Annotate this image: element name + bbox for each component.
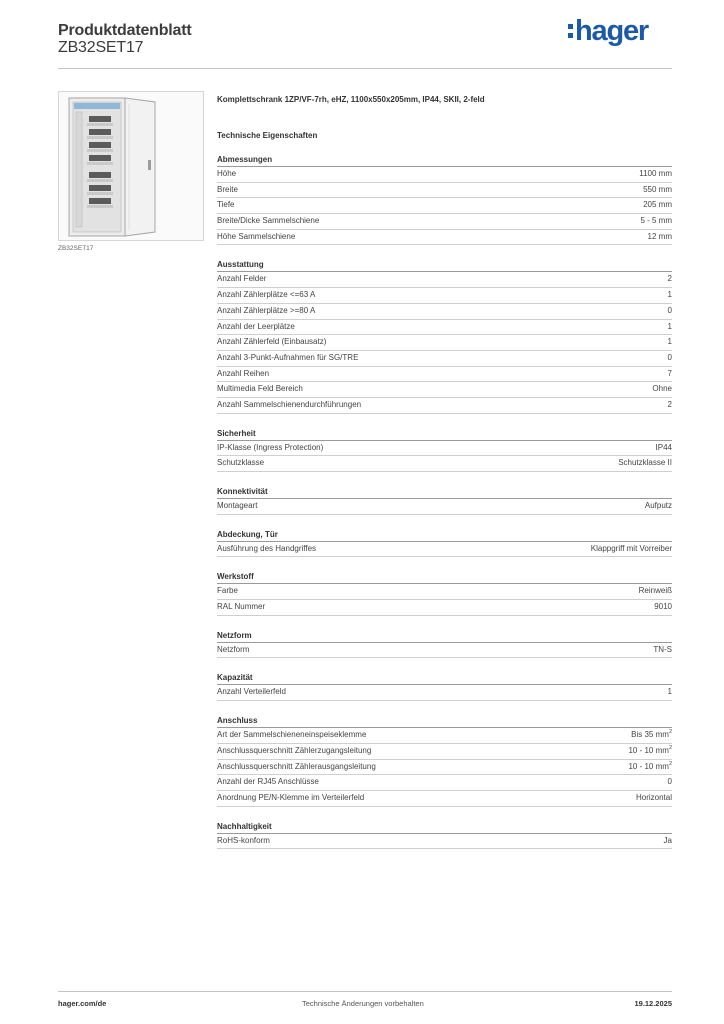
- spec-value-cell: [591, 542, 672, 557]
- spec-label: Breite/Dicke Sammelschiene: [217, 216, 320, 226]
- spec-row: [217, 791, 672, 807]
- spec-value: 10 - 10 mm: [628, 745, 669, 755]
- spec-section: [217, 672, 672, 701]
- main-content: [217, 95, 672, 849]
- spec-section: [217, 715, 672, 806]
- spec-value-cell: [664, 834, 672, 849]
- section-title: Nachhaltigkeit: [217, 821, 672, 834]
- section-title: Werkstoff: [217, 571, 672, 584]
- spec-value: Schutzklasse II: [618, 458, 672, 468]
- footer-date: 19.12.2025: [634, 999, 672, 1008]
- spec-value-cell: [636, 791, 672, 806]
- page-title: Produktdatenblatt: [58, 22, 192, 39]
- spec-label: Multimedia Feld Bereich: [217, 384, 303, 394]
- spec-value: 1: [667, 321, 672, 331]
- spec-value-superscript: 2: [668, 729, 672, 736]
- spec-value-cell: [668, 320, 672, 335]
- spec-value: 1: [667, 337, 672, 347]
- spec-value: 0: [667, 352, 672, 362]
- spec-row: [217, 183, 672, 199]
- spec-row: [217, 214, 672, 230]
- spec-label: Anordnung PE/N-Klemme im Verteilerfeld: [217, 792, 365, 802]
- spec-label: Anzahl der Leerplätze: [217, 321, 295, 331]
- spec-row: [217, 351, 672, 367]
- spec-value: 2: [667, 274, 672, 284]
- footer-divider: [58, 991, 672, 992]
- spec-row: [217, 542, 672, 558]
- spec-value: Aufputz: [644, 501, 672, 510]
- spec-value-cell: [654, 600, 672, 615]
- spec-label: Anzahl der RJ45 Anschlüsse: [217, 777, 319, 787]
- spec-label: Anzahl Zählerfeld (Einbausatz): [217, 337, 327, 347]
- spec-row: [217, 382, 672, 398]
- spec-row: [217, 335, 672, 351]
- spec-value: 1: [667, 687, 672, 697]
- spec-row: [217, 643, 672, 659]
- spec-value: 10 - 10 mm: [628, 761, 669, 771]
- logo-dots: [568, 20, 573, 42]
- spec-label: Anzahl Zählerplätze <=63 A: [217, 290, 316, 300]
- spec-value-cell: [645, 499, 672, 514]
- spec-value: Ohne: [652, 384, 672, 394]
- footer-notice: Technische Änderungen vorbehalten: [302, 999, 424, 1008]
- spec-value-cell: [652, 382, 672, 397]
- spec-row: [217, 584, 672, 600]
- spec-label: Schutzklasse: [217, 458, 265, 468]
- spec-value-cell: [640, 214, 672, 229]
- spec-label: Montageart: [217, 501, 258, 510]
- spec-row: [217, 456, 672, 472]
- spec-label: Ausführung des Handgriffes: [217, 543, 317, 553]
- spec-section: [217, 529, 672, 558]
- spec-row: [217, 499, 672, 515]
- spec-value: 2: [667, 399, 672, 409]
- spec-value: Bis 35 mm: [631, 730, 669, 740]
- spec-section: [217, 571, 672, 615]
- image-caption: ZB32SET17: [58, 245, 94, 252]
- spec-value: Reinweiß: [638, 586, 672, 596]
- section-title: Abmessungen: [217, 154, 672, 167]
- section-title: Ausstattung: [217, 259, 672, 272]
- hager-logo: [568, 15, 648, 47]
- spec-label: Anzahl Reihen: [217, 368, 270, 378]
- spec-row: [217, 167, 672, 183]
- spec-row: [217, 744, 672, 760]
- section-title: Konnektivität: [217, 486, 672, 499]
- spec-label: Höhe: [217, 169, 237, 178]
- spec-value-cell: [628, 760, 672, 775]
- spec-label: Anzahl Sammelschienendurchführungen: [217, 399, 362, 409]
- spec-value: IP44: [655, 442, 672, 452]
- spec-value-cell: [639, 584, 672, 599]
- spec-row: [217, 760, 672, 776]
- spec-label: Anzahl 3-Punkt-Aufnahmen für SG/TRE: [217, 352, 359, 362]
- header-divider: [58, 68, 672, 69]
- spec-value: 1: [667, 290, 672, 300]
- spec-value-cell: [643, 183, 672, 198]
- spec-value-cell: [668, 351, 672, 366]
- spec-row: [217, 441, 672, 457]
- spec-value-cell: [656, 441, 672, 456]
- spec-row: [217, 398, 672, 414]
- spec-value-cell: [668, 272, 672, 287]
- spec-value-cell: [668, 335, 672, 350]
- spec-row: [217, 272, 672, 288]
- spec-row: [217, 728, 672, 744]
- spec-value-cell: [653, 643, 672, 658]
- spec-label: RAL Nummer: [217, 602, 266, 612]
- spec-value-cell: [668, 775, 672, 790]
- spec-value-cell: [643, 198, 672, 213]
- spec-label: IP-Klasse (Ingress Protection): [217, 442, 324, 452]
- product-image: [58, 91, 204, 241]
- section-title: Sicherheit: [217, 428, 672, 441]
- spec-value-cell: [668, 288, 672, 303]
- spec-label: Anzahl Felder: [217, 274, 267, 284]
- spec-row: [217, 367, 672, 383]
- section-title: Anschluss: [217, 715, 672, 728]
- section-title: Abdeckung, Tür: [217, 529, 672, 542]
- spec-value-cell: [639, 167, 672, 182]
- spec-value: 0: [667, 305, 672, 315]
- spec-label: Höhe Sammelschiene: [217, 231, 296, 241]
- spec-label: Tiefe: [217, 200, 235, 210]
- spec-row: [217, 775, 672, 791]
- spec-value: 205 mm: [643, 200, 672, 210]
- spec-value: 7: [667, 368, 672, 378]
- spec-row: [217, 834, 672, 850]
- spec-sections: [217, 154, 672, 849]
- spec-value: 5 - 5 mm: [640, 216, 672, 226]
- section-title: Netzform: [217, 630, 672, 643]
- spec-value: Klappgriff mit Vorreiber: [590, 543, 672, 553]
- spec-value-superscript: 2: [668, 760, 672, 767]
- spec-section: [217, 428, 672, 472]
- logo-text: hager: [575, 14, 648, 47]
- spec-value-cell: [668, 685, 672, 700]
- tech-heading: Technische Eigenschaften: [217, 131, 318, 140]
- spec-value: 9010: [654, 602, 672, 612]
- spec-value: Horizontal: [635, 792, 672, 802]
- spec-label: Anzahl Zählerplätze >=80 A: [217, 305, 316, 315]
- spec-row: [217, 288, 672, 304]
- spec-label: RoHS-konform: [217, 835, 270, 845]
- spec-label: Anschlussquerschnitt Zählerausgangsleitung: [217, 761, 376, 771]
- spec-value: 550 mm: [643, 184, 672, 194]
- spec-section: [217, 259, 672, 413]
- product-title: Komplettschrank 1ZP/VF-7rh, eHZ, 1100x550x205mm, IP44, SKII, 2-feld: [217, 95, 485, 104]
- spec-row: [217, 600, 672, 616]
- spec-section: [217, 630, 672, 659]
- spec-section: [217, 154, 672, 245]
- spec-value: 12 mm: [647, 231, 672, 241]
- spec-value-cell: [668, 398, 672, 413]
- spec-label: Anschlussquerschnitt Zählerzugangsleitung: [217, 745, 372, 755]
- spec-value-cell: [618, 456, 672, 471]
- spec-label: Netzform: [217, 644, 250, 654]
- spec-row: [217, 198, 672, 214]
- spec-row: [217, 304, 672, 320]
- footer-website: hager.com/de: [58, 999, 107, 1008]
- spec-value: Ja: [663, 835, 672, 845]
- spec-value-superscript: 2: [668, 744, 672, 751]
- spec-value-cell: [668, 304, 672, 319]
- spec-section: [217, 486, 672, 515]
- spec-row: [217, 230, 672, 246]
- spec-row: [217, 320, 672, 336]
- spec-value-cell: [631, 728, 672, 743]
- spec-value-cell: [668, 367, 672, 382]
- spec-value: 1100 mm: [639, 169, 672, 178]
- spec-value-cell: [648, 230, 672, 245]
- spec-value: TN-S: [653, 644, 672, 654]
- spec-row: [217, 685, 672, 701]
- spec-value: 0: [667, 777, 672, 787]
- article-number: ZB32SET17: [58, 39, 144, 56]
- spec-label: Farbe: [217, 586, 238, 596]
- section-title: Kapazität: [217, 672, 672, 685]
- spec-label: Art der Sammelschieneneinspeiseklemme: [217, 730, 367, 740]
- spec-label: Breite: [217, 184, 238, 194]
- spec-section: [217, 821, 672, 850]
- spec-label: Anzahl Verteilerfeld: [217, 687, 286, 697]
- spec-value-cell: [628, 744, 672, 759]
